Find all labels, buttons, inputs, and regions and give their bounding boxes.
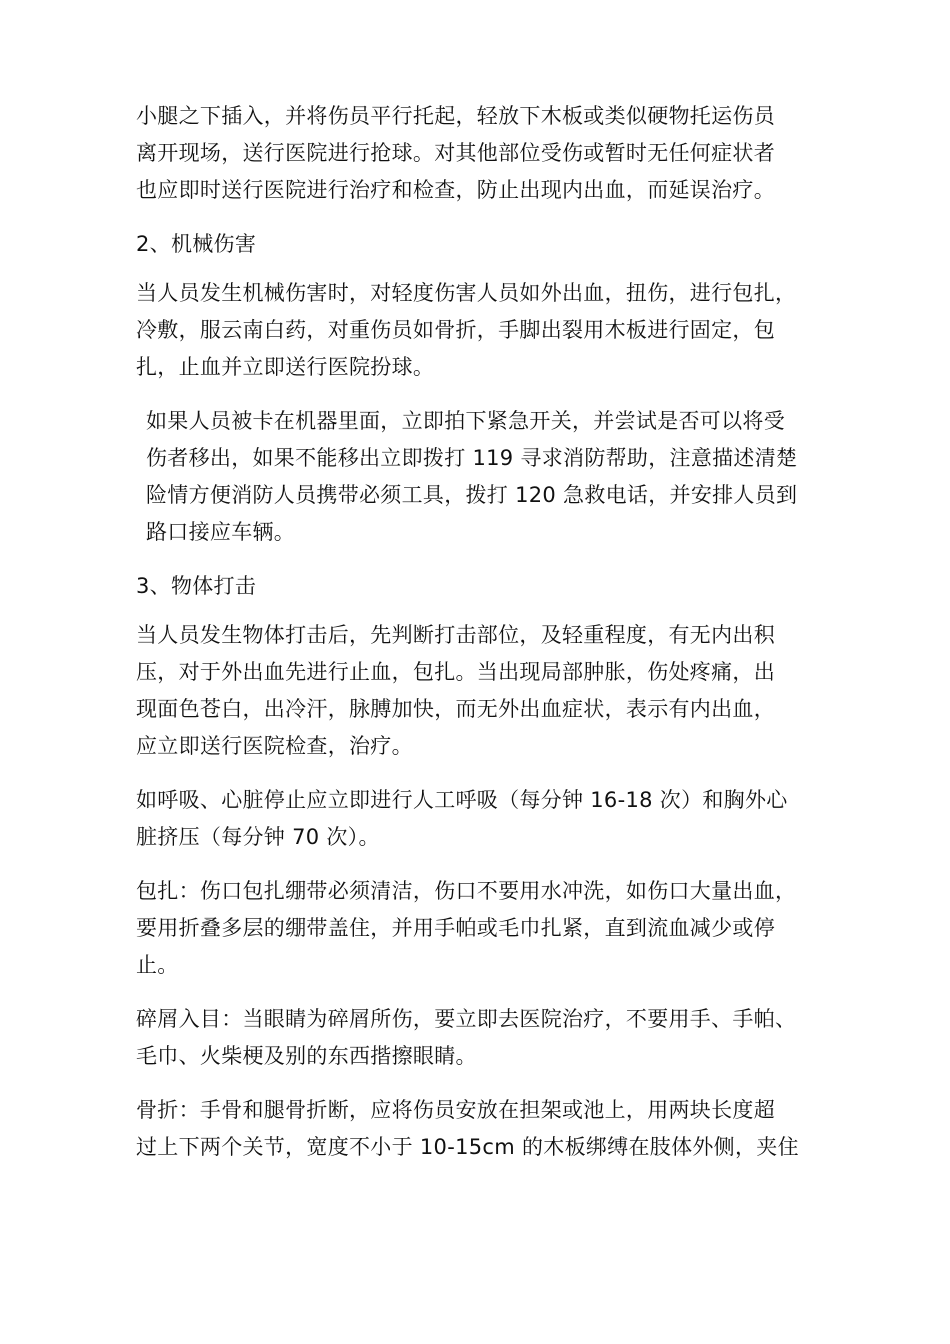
document-body [136, 98, 826, 1183]
section-heading-object-strike [136, 568, 826, 605]
text-line: 碎屑入目：当眼睛为碎屑所伤，要立即去医院治疗，不要用手、手帕、 [136, 1007, 797, 1031]
text-line: 路口接应车辆。 [146, 520, 296, 544]
paragraph-debris-in-eye [136, 1001, 826, 1075]
text-line: 伤者移出，如果不能移出立即拨打 119 寻求消防帮助，注意描述清楚 [146, 446, 798, 470]
heading-text: 2、机械伤害 [136, 232, 257, 256]
paragraph-mechanical-injury-treatment [136, 275, 826, 386]
paragraph-cpr [136, 782, 826, 856]
heading-text: 3、物体打击 [136, 574, 257, 598]
paragraph-trapped-in-machine [136, 403, 826, 551]
paragraph-transport-injured [136, 98, 826, 209]
text-line: 现面色苍白，出冷汗，脉膊加快，而无外出血症状，表示有内出血， [136, 697, 775, 721]
text-line: 应立即送行医院检查，治疗。 [136, 734, 413, 758]
text-line: 险情方便消防人员携带必须工具，拨打 120 急救电话，并安排人员到 [146, 483, 798, 507]
text-line: 当人员发生机械伤害时，对轻度伤害人员如外出血，扭伤，进行包扎， [136, 281, 797, 305]
text-line: 毛巾、火柴梗及别的东西揩擦眼睛。 [136, 1044, 477, 1068]
text-line: 脏挤压（每分钟 70 次）。 [136, 825, 380, 849]
paragraph-fracture [136, 1092, 826, 1166]
text-line: 也应即时送行医院进行治疗和检查，防止出现内出血，而延误治疗。 [136, 178, 775, 202]
paragraph-object-strike-treatment [136, 617, 826, 765]
text-line: 扎，止血并立即送行医院扮球。 [136, 355, 435, 379]
text-line: 离开现场，送行医院进行抢球。对其他部位受伤或暂时无任何症状者 [136, 141, 775, 165]
text-line: 如果人员被卡在机器里面，立即拍下紧急开关，并尝试是否可以将受 [146, 409, 785, 433]
text-line: 压，对于外出血先进行止血，包扎。当出现局部肿胀，伤处疼痛，出 [136, 660, 775, 684]
text-line: 当人员发生物体打击后，先判断打击部位，及轻重程度，有无内出积 [136, 623, 775, 647]
text-line: 包扎：伤口包扎绷带必须清洁，伤口不要用水冲洗，如伤口大量出血， [136, 879, 797, 903]
text-line: 冷敷，服云南白药，对重伤员如骨折，手脚出裂用木板进行固定，包 [136, 318, 775, 342]
text-line: 止。 [136, 953, 179, 977]
text-line: 骨折：手骨和腿骨折断，应将伤员安放在担架或池上，用两块长度超 [136, 1098, 775, 1122]
text-line: 小腿之下插入，并将伤员平行托起，轻放下木板或类似硬物托运伤员 [136, 104, 775, 128]
text-line: 如呼吸、心脏停止应立即进行人工呼吸（每分钟 16-18 次）和胸外心 [136, 788, 788, 812]
text-line: 过上下两个关节，宽度不小于 10-15cm 的木板绑缚在肢体外侧，夹住 [136, 1135, 799, 1159]
paragraph-bandaging [136, 873, 826, 984]
text-line: 要用折叠多层的绷带盖住，并用手帕或毛巾扎紧，直到流血减少或停 [136, 916, 775, 940]
section-heading-mechanical-injury [136, 226, 826, 263]
